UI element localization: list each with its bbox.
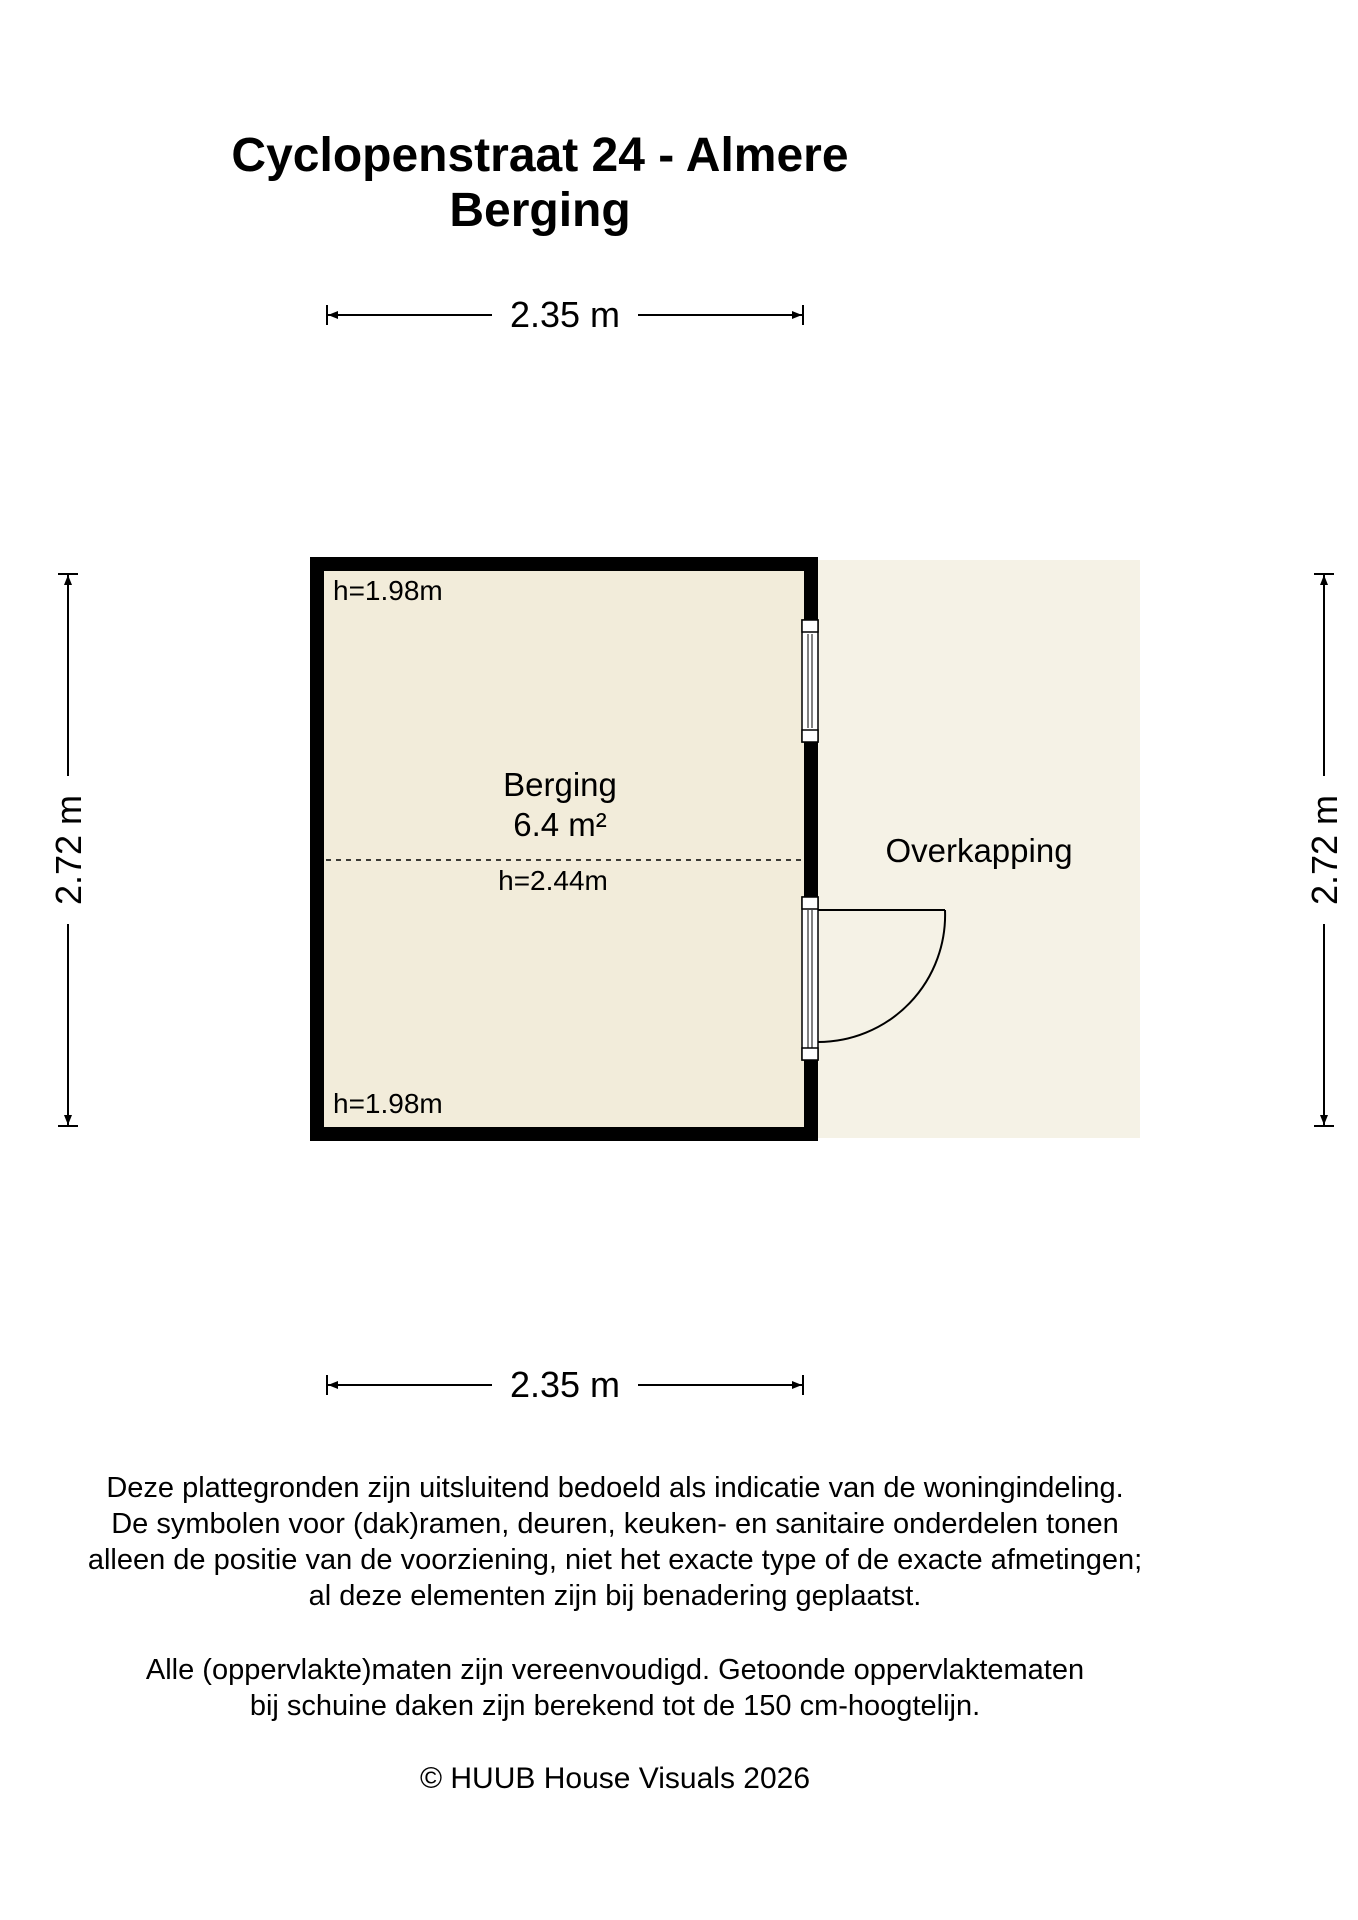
dimension-label-top: 2.35 m xyxy=(509,294,621,335)
dimension-left-depth xyxy=(48,574,89,1126)
dimension-label-right: 2.72 m xyxy=(1304,794,1345,906)
disclaimer-line: De symbolen voor (dak)ramen, deuren, keuken- en sanitaire onderdelen tonen xyxy=(111,1508,1119,1540)
disclaimer-line: Deze plattegronden zijn uitsluitend bedoeld als indicatie van de woningindeling. xyxy=(106,1472,1124,1504)
height-label-bottom: h=1.98m xyxy=(333,1088,443,1119)
disclaimer-line: al deze elementen zijn bij benadering geplaatst. xyxy=(308,1580,922,1612)
dimension-label-bottom: 2.35 m xyxy=(509,1364,621,1405)
berging-room-floor xyxy=(315,560,813,1138)
window-sill-top xyxy=(802,620,818,632)
disclaimer-line: Alle (oppervlakte)maten zijn vereenvoudigd. Getoonde oppervlaktematen xyxy=(145,1654,1085,1686)
window xyxy=(802,620,818,742)
dimension-bottom-width xyxy=(327,1364,803,1405)
dimension-top-width xyxy=(327,294,803,335)
window-sill-bottom xyxy=(802,730,818,742)
room-name-overkapping: Overkapping xyxy=(885,832,1073,869)
page-subtitle: Berging xyxy=(449,184,631,237)
height-label-middle: h=2.44m xyxy=(498,865,608,896)
disclaimer xyxy=(0,1470,1230,1724)
height-label-top: h=1.98m xyxy=(333,575,443,606)
door-opening xyxy=(802,897,818,1060)
room-name-berging: Berging xyxy=(503,766,617,803)
room-area-berging: 6.4 m² xyxy=(513,806,607,843)
copyright: © HUUB House Visuals 2026 xyxy=(419,1762,811,1795)
dimension-right-depth xyxy=(1304,574,1345,1126)
disclaimer-line: alleen de positie van de voorziening, niet het exacte type of de exacte afmetingen; xyxy=(87,1544,1143,1576)
door-jamb-bottom xyxy=(802,1048,818,1060)
page-title: Cyclopenstraat 24 - Almere xyxy=(231,129,849,182)
window-frame xyxy=(802,620,818,742)
disclaimer-line: bij schuine daken zijn berekend tot de 150 cm-hoogtelijn. xyxy=(249,1690,981,1722)
door-jamb-top xyxy=(802,897,818,909)
dimension-label-left: 2.72 m xyxy=(48,794,89,906)
